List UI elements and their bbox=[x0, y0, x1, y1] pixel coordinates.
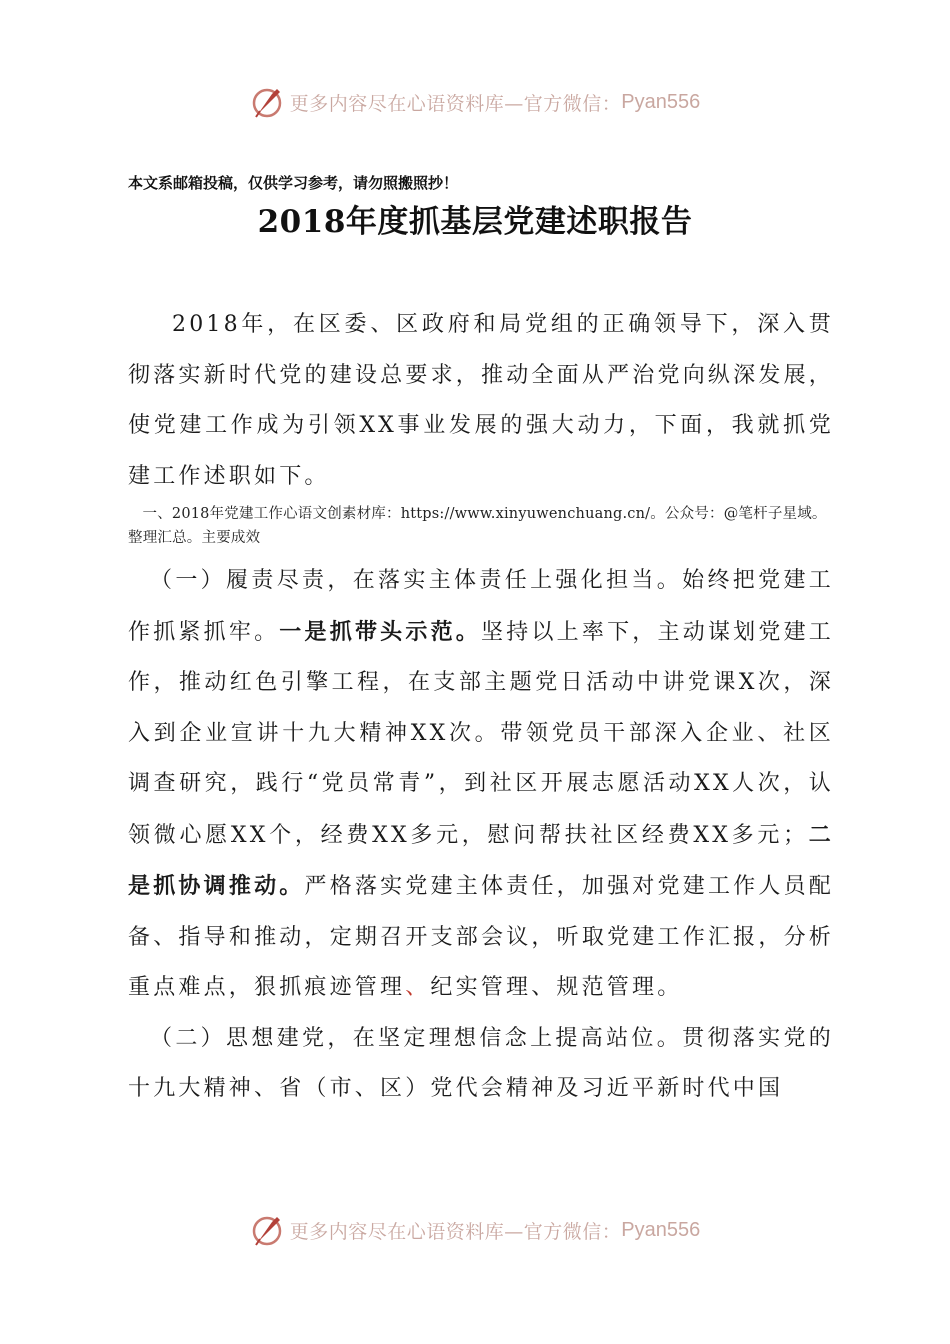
section1-bold1: 一是抓带头示范。 bbox=[279, 618, 482, 645]
section1-paragraph bbox=[128, 556, 834, 1014]
section-note: 一、2018年党建工作心语文创素材库：https://www.xinyuwenchuang.cn/。公众号：@笔杆子星域。整理汇总。主要成效 bbox=[128, 506, 827, 546]
footer-banner-text: 更多内容尽在心语资料库—官方微信： bbox=[289, 1220, 622, 1243]
banner-text: 更多内容尽在心语资料库—官方微信： bbox=[289, 92, 622, 115]
section1-red-mark: 、 bbox=[405, 975, 431, 1000]
pen-nib-logo-icon bbox=[250, 1212, 286, 1248]
section1-text2: 坚持以上率下，主动谋划党建工作，推动红色引擎工程，在支部主题党日活动中讲党课X次，深入到企业宣讲十九大精神XX次。带领党员干部深入企业、社区调查研究，践行“党员常青”，到社区开展志愿活动XX人次，认领微心愿XX个，经费XX多元，慰问帮扶社区经费XX多元； bbox=[128, 619, 834, 848]
section2-text: 贯彻落实党的十九大精神、省（市、区）党代会精神及习近平新时代中国 bbox=[128, 1025, 835, 1101]
section1-text1: 始终把党建工作抓紧抓牢。 bbox=[128, 568, 835, 645]
footer-banner bbox=[0, 1210, 950, 1250]
pen-nib-logo-icon bbox=[250, 84, 286, 120]
document-body bbox=[128, 300, 834, 1115]
section2-heading: （二）思想建党，在坚定理想信念上提高站位。 bbox=[150, 1025, 683, 1051]
section1-text3: 严格落实党建主体责任，加强对党建工作人员配备、指导和推动，定期召开支部会议，听取党建工作汇报，分析重点难点，狠抓痕迹管理 bbox=[128, 874, 835, 1000]
document-title: 2018年度抓基层党建述职报告 bbox=[257, 204, 693, 240]
section2-paragraph bbox=[128, 1014, 834, 1115]
section1-bold2: 二是抓协调推动。 bbox=[128, 821, 834, 899]
intro-paragraph: 2018年，在区委、区政府和局党组的正确领导下，深入贯彻落实新时代党的建设总要求，推动全面从严治党向纵深发展，使党建工作成为引领XX事业发展的强大动力，下面，我就抓党建工作述职如下。 bbox=[128, 312, 834, 489]
notice-text: 本文系邮箱投稿，仅供学习参考，请勿照搬照抄！ bbox=[128, 174, 459, 192]
section1-heading: （一）履责尽责，在落实主体责任上强化担当。 bbox=[150, 568, 683, 593]
section1-text4: 纪实管理、规范管理。 bbox=[430, 975, 683, 1000]
footer-banner-account: Pyan556 bbox=[621, 1218, 701, 1241]
header-banner bbox=[0, 82, 950, 122]
banner-account: Pyan556 bbox=[621, 90, 701, 113]
